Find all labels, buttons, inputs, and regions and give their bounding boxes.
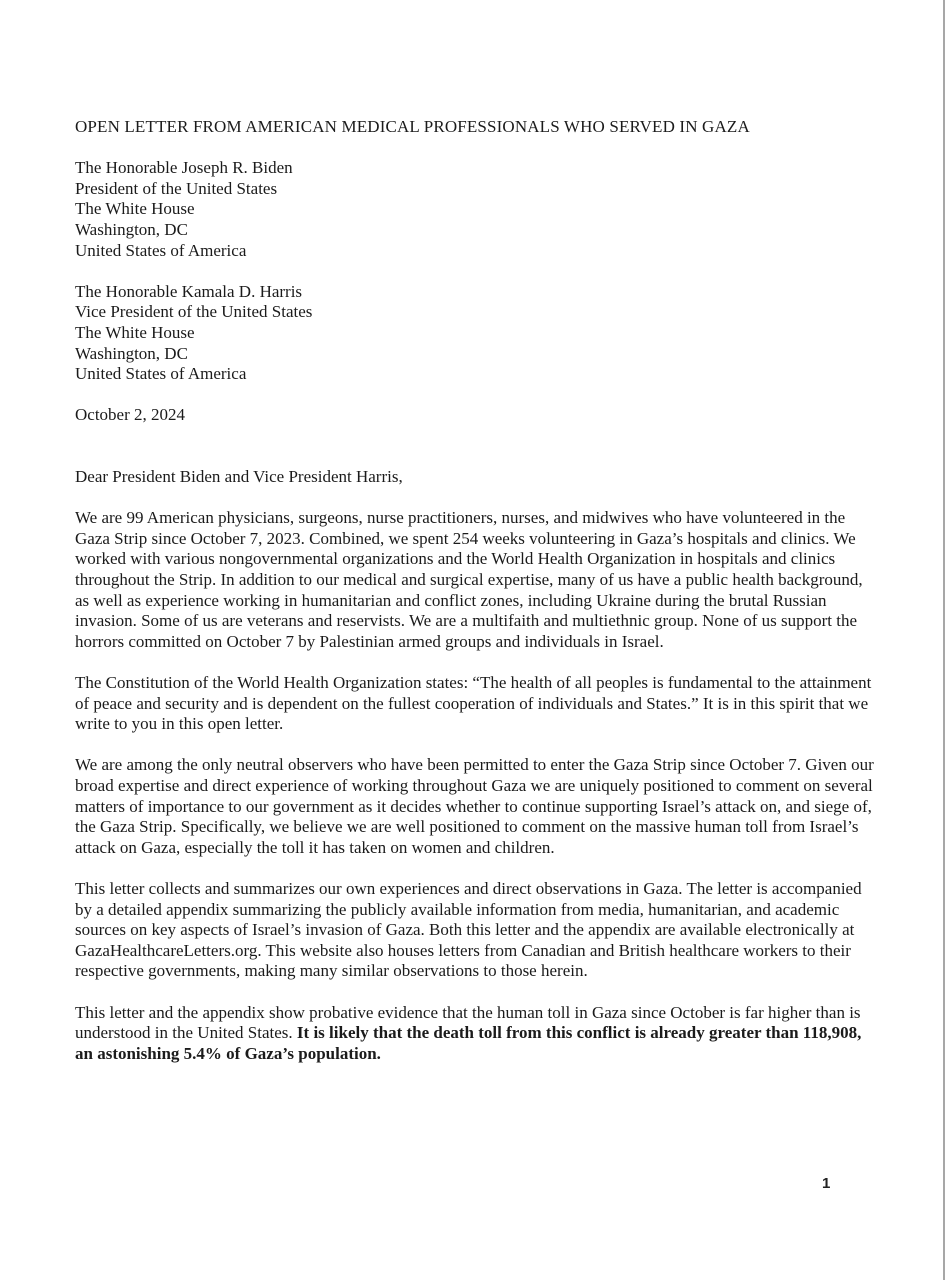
paragraph-neutral-observers: We are among the only neutral observers who have been permitted to enter the Gaza Strip since October 7. Given our broad expertise and direct experience of working throughout Gaza we are uniquely positioned to comment on several matters of importance to our government as it decides whether to continue supporting Israel’s attack on, and siege of, the Gaza Strip. Specifically, we believe we are well positioned to comment on the massive human toll from Israel’s attack on Gaza, especially the toll it has taken on women and children. xyxy=(75,755,874,857)
page-edge-line xyxy=(943,0,945,1280)
salutation: Dear President Biden and Vice President Harris, xyxy=(75,467,403,487)
paragraph-who-constitution: The Constitution of the World Health Organization states: “The health of all peoples is fundamental to the attainment of peace and security and is dependent on the fullest cooperation of individuals and States.” It is in this spirit that we write to you in this open letter. xyxy=(75,673,872,734)
address-line: President of the United States xyxy=(75,178,278,198)
address-line: Vice President of the United States xyxy=(75,302,313,322)
address-line: The Honorable Kamala D. Harris xyxy=(75,281,303,301)
paragraph-appendix-website: This letter collects and summarizes our own experiences and direct observations in Gaza. The letter is accompanied by a detailed appendix summarizing the publicly available information from media, humanitarian, and academic sources on key aspects of Israel’s invasion of Gaza. Both this letter and the appendix are available electronically at GazaHealthcareLetters.org. This website also houses letters from Canadian and British healthcare workers to their respective governments, making many similar observations to those herein. xyxy=(75,878,862,981)
address-line: Washington, DC xyxy=(75,343,188,363)
closing-claim-bold-text: It is likely that the death toll from this conflict is already greater than 118,908, an astonishing 5.4% of Gaza’s population. xyxy=(75,1023,862,1063)
address-line: The Honorable Joseph R. Biden xyxy=(75,158,293,178)
letter-content xyxy=(75,117,881,1085)
letter-date: October 2, 2024 xyxy=(75,405,186,425)
address-line: United States of America xyxy=(75,240,247,260)
address-line: Washington, DC xyxy=(75,219,188,239)
closing-claim-normal-text: This letter and the appendix show probative evidence that the human toll in Gaza since October is far higher than is understood in the United States. xyxy=(75,1002,861,1043)
address-line: United States of America xyxy=(75,364,247,384)
paragraph-closing-claim xyxy=(75,1003,881,1065)
address-line: The White House xyxy=(75,199,195,219)
recipient-block-president xyxy=(75,158,881,261)
page-number: 1 xyxy=(822,1175,831,1192)
address-line: The White House xyxy=(75,322,195,342)
recipient-block-vice-president xyxy=(75,282,881,385)
paragraph-introduction: We are 99 American physicians, surgeons, nurse practitioners, nurses, and midwives who have volunteered in the Gaza Strip since October 7, 2023. Combined, we spent 254 weeks volunteering in Gaza’s hospitals and clinics. We worked with various nongovernmental organizations and the World Health Organization in hospitals and clinics throughout the Strip. In addition to our medical and surgical expertise, many of us have a public health background, as well as experience working in humanitarian and conflict zones, including Ukraine during the brutal Russian invasion. Some of us are veterans and reservists. We are a multifaith and multiethnic group. None of us support the horrors committed on October 7 by Palestinian armed groups and individuals in Israel. xyxy=(75,508,863,651)
letter-title: OPEN LETTER FROM AMERICAN MEDICAL PROFESSIONALS WHO SERVED IN GAZA xyxy=(75,117,750,136)
